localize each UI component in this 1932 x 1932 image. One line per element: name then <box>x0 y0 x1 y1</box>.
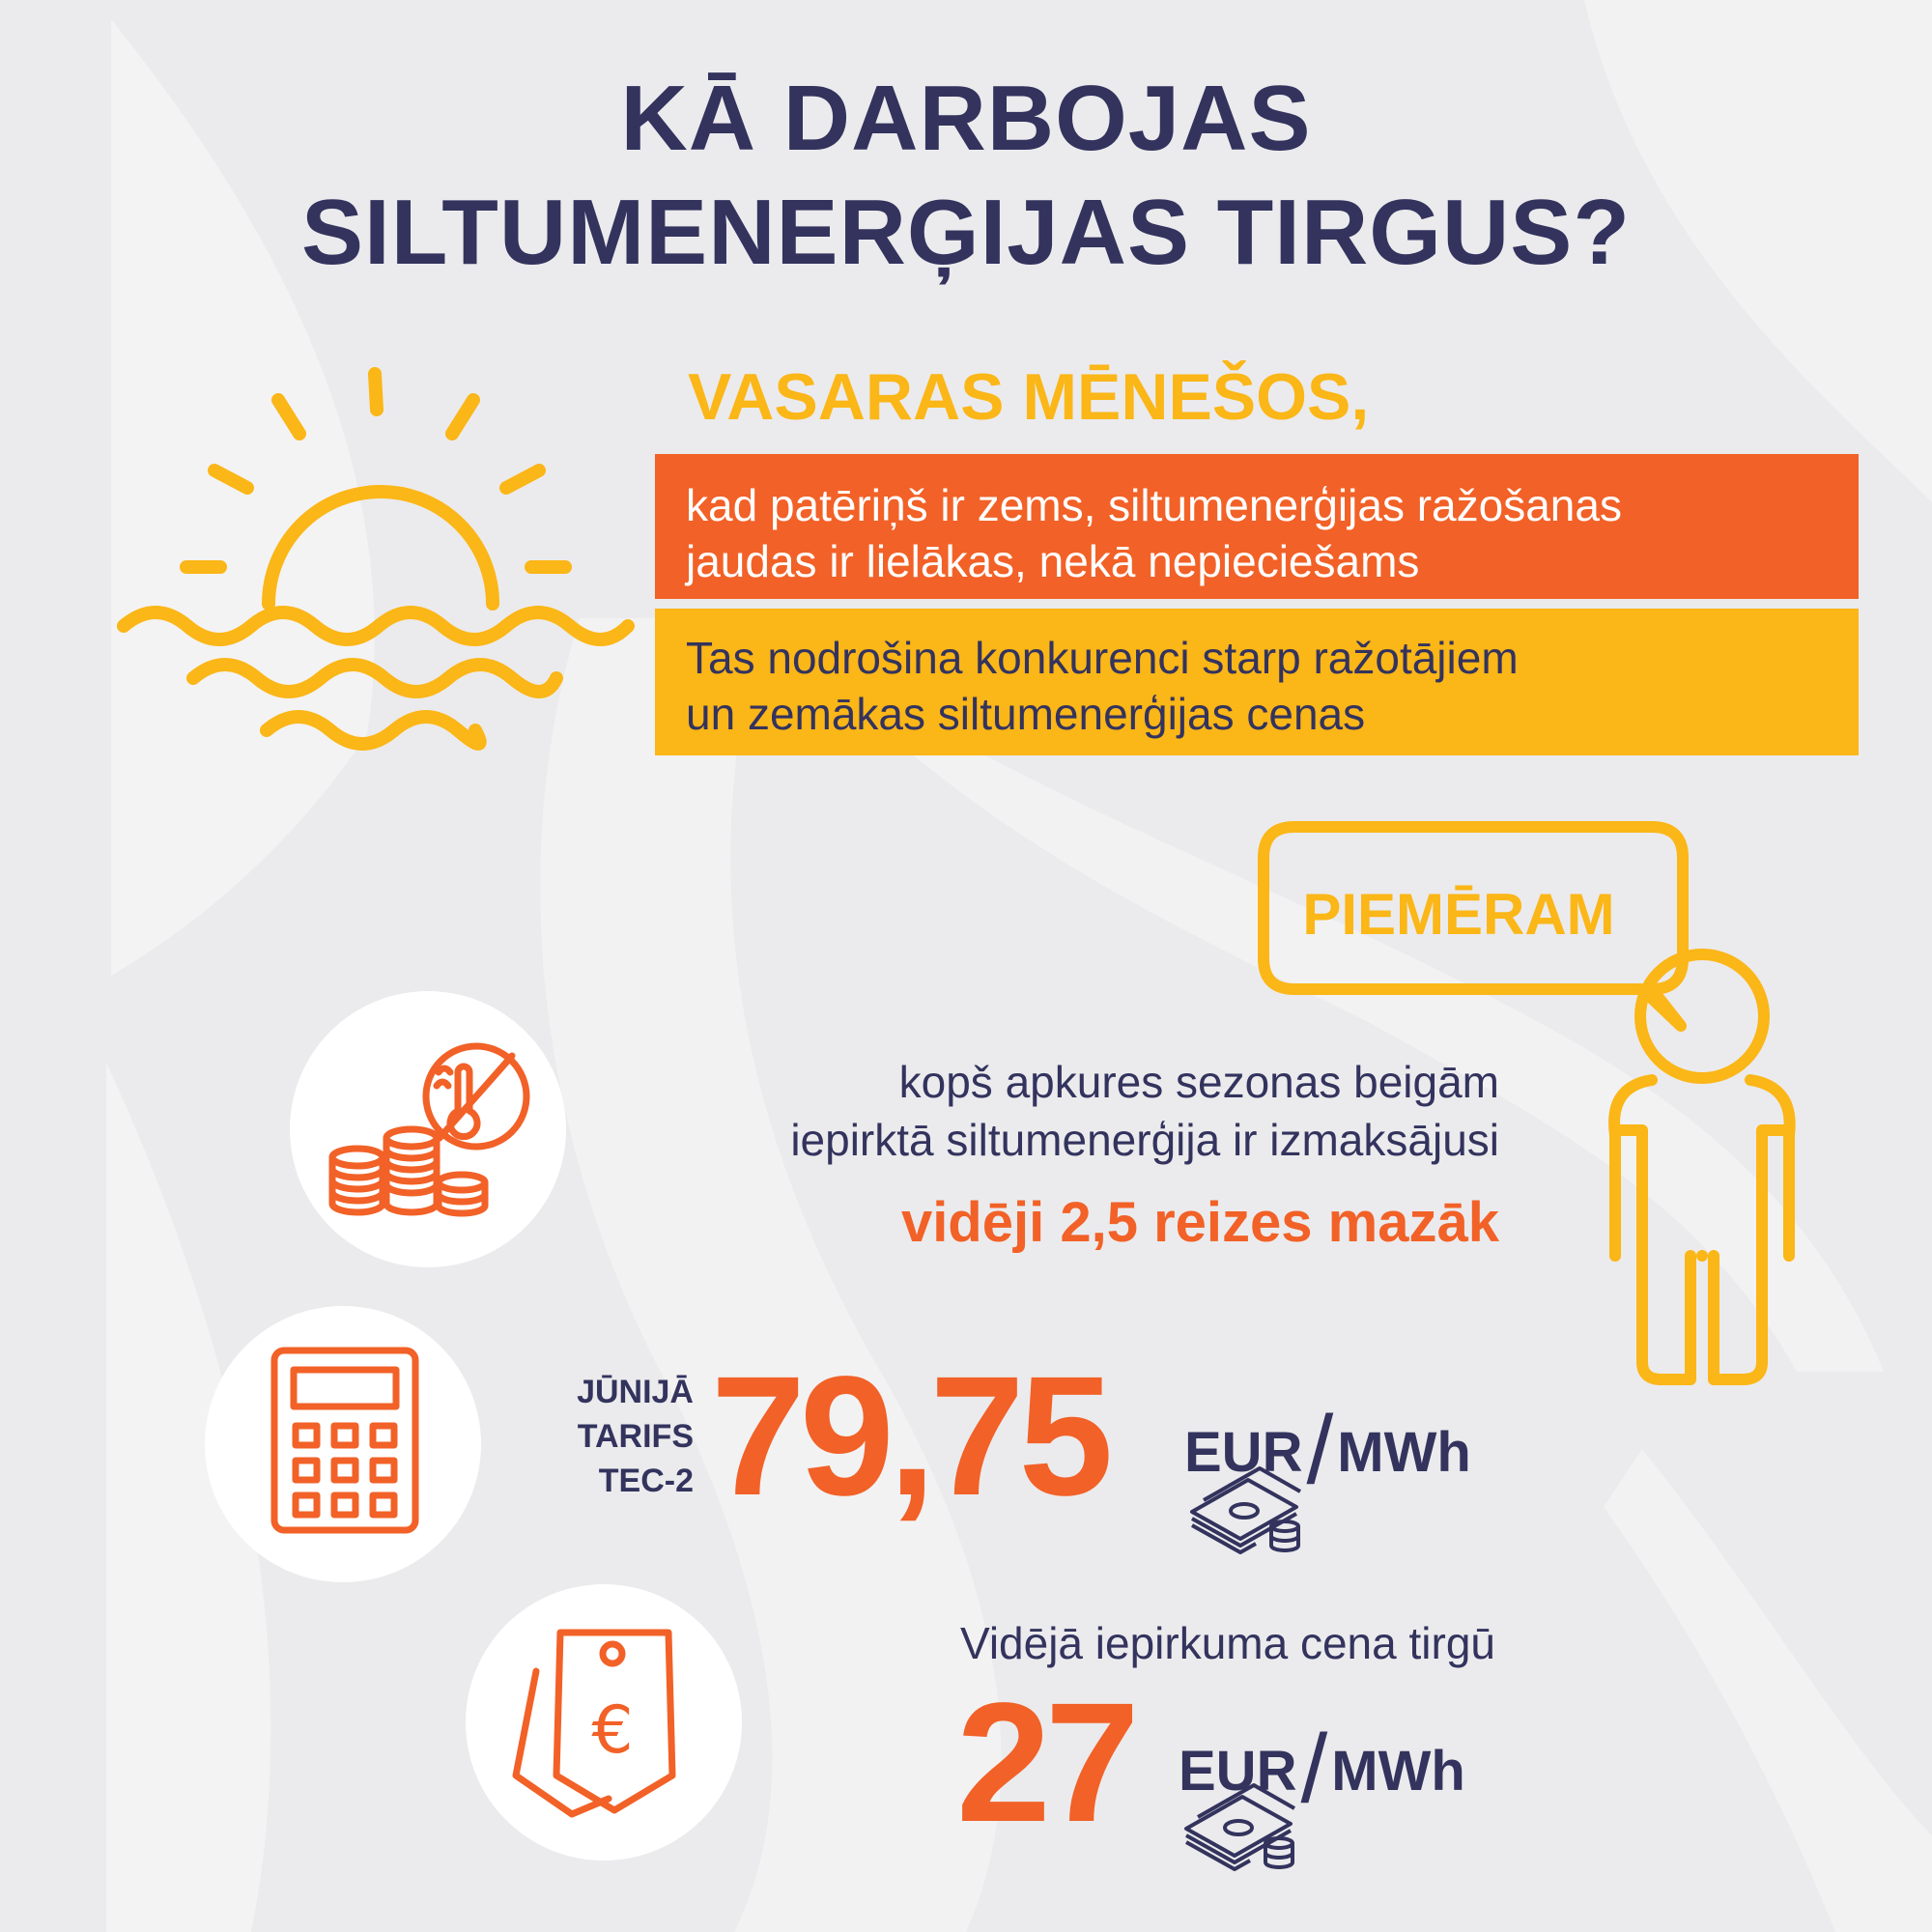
savings-line-2: iepirktā siltumenerģija ir izmaksājusi <box>790 1115 1499 1165</box>
tariff-value: 79,75 <box>711 1342 1108 1531</box>
savings-line-1: kopš apkures sezonas beigām <box>898 1057 1499 1107</box>
tariff-label-line-3: TEC-2 <box>598 1463 694 1499</box>
tariff-label-line-2: TARIFS <box>577 1418 694 1455</box>
tariff-label-line-1: JŪNIJĀ <box>577 1374 694 1410</box>
page-title <box>0 62 1932 290</box>
title-line-1: KĀ DARBOJAS <box>620 67 1312 170</box>
market-unit-slash: / <box>1300 1715 1328 1823</box>
market-price-label: Vidējā iepirkuma cena tirgū <box>959 1618 1495 1668</box>
savings-statement <box>790 1053 1499 1169</box>
orange-box-line-1: kad patēriņš ir zems, siltumenerģijas ražošanas <box>686 480 1622 530</box>
money-stack-icon <box>1186 1468 1308 1555</box>
market-unit-currency: EUR <box>1179 1740 1297 1803</box>
money-stack-icon <box>1180 1785 1302 1872</box>
summer-heading: VASARAS MĒNEŠOS, <box>688 360 1370 434</box>
yellow-box-line-2: un zemākas siltumenerģijas cenas <box>686 689 1366 739</box>
market-unit-energy: MWh <box>1331 1740 1465 1803</box>
coins-thermometer-icon <box>319 1024 541 1236</box>
example-label: PIEMĒRAM <box>1302 882 1615 947</box>
savings-emphasis: vidēji 2,5 reizes mazāk <box>900 1191 1499 1254</box>
market-price-value: 27 <box>956 1668 1134 1858</box>
summer-orange-box <box>655 454 1859 599</box>
orange-box-line-2: jaudas ir lielākas, nekā nepieciešams <box>686 536 1420 586</box>
tariff-unit-energy: MWh <box>1337 1421 1471 1484</box>
svg-text:€: € <box>591 1692 634 1769</box>
summer-yellow-box <box>655 609 1859 755</box>
sun-over-waves-icon <box>106 362 647 758</box>
calculator-icon <box>269 1345 421 1534</box>
yellow-box-line-1: Tas nodrošina konkurenci starp ražotājiem <box>686 633 1519 683</box>
euro-price-tag-icon <box>507 1619 681 1822</box>
tariff-label <box>577 1370 694 1503</box>
tariff-unit-currency: EUR <box>1184 1421 1303 1484</box>
title-line-2: SILTUMENERĢIJAS TIRGUS? <box>301 181 1631 284</box>
tariff-unit-slash: / <box>1306 1396 1334 1504</box>
